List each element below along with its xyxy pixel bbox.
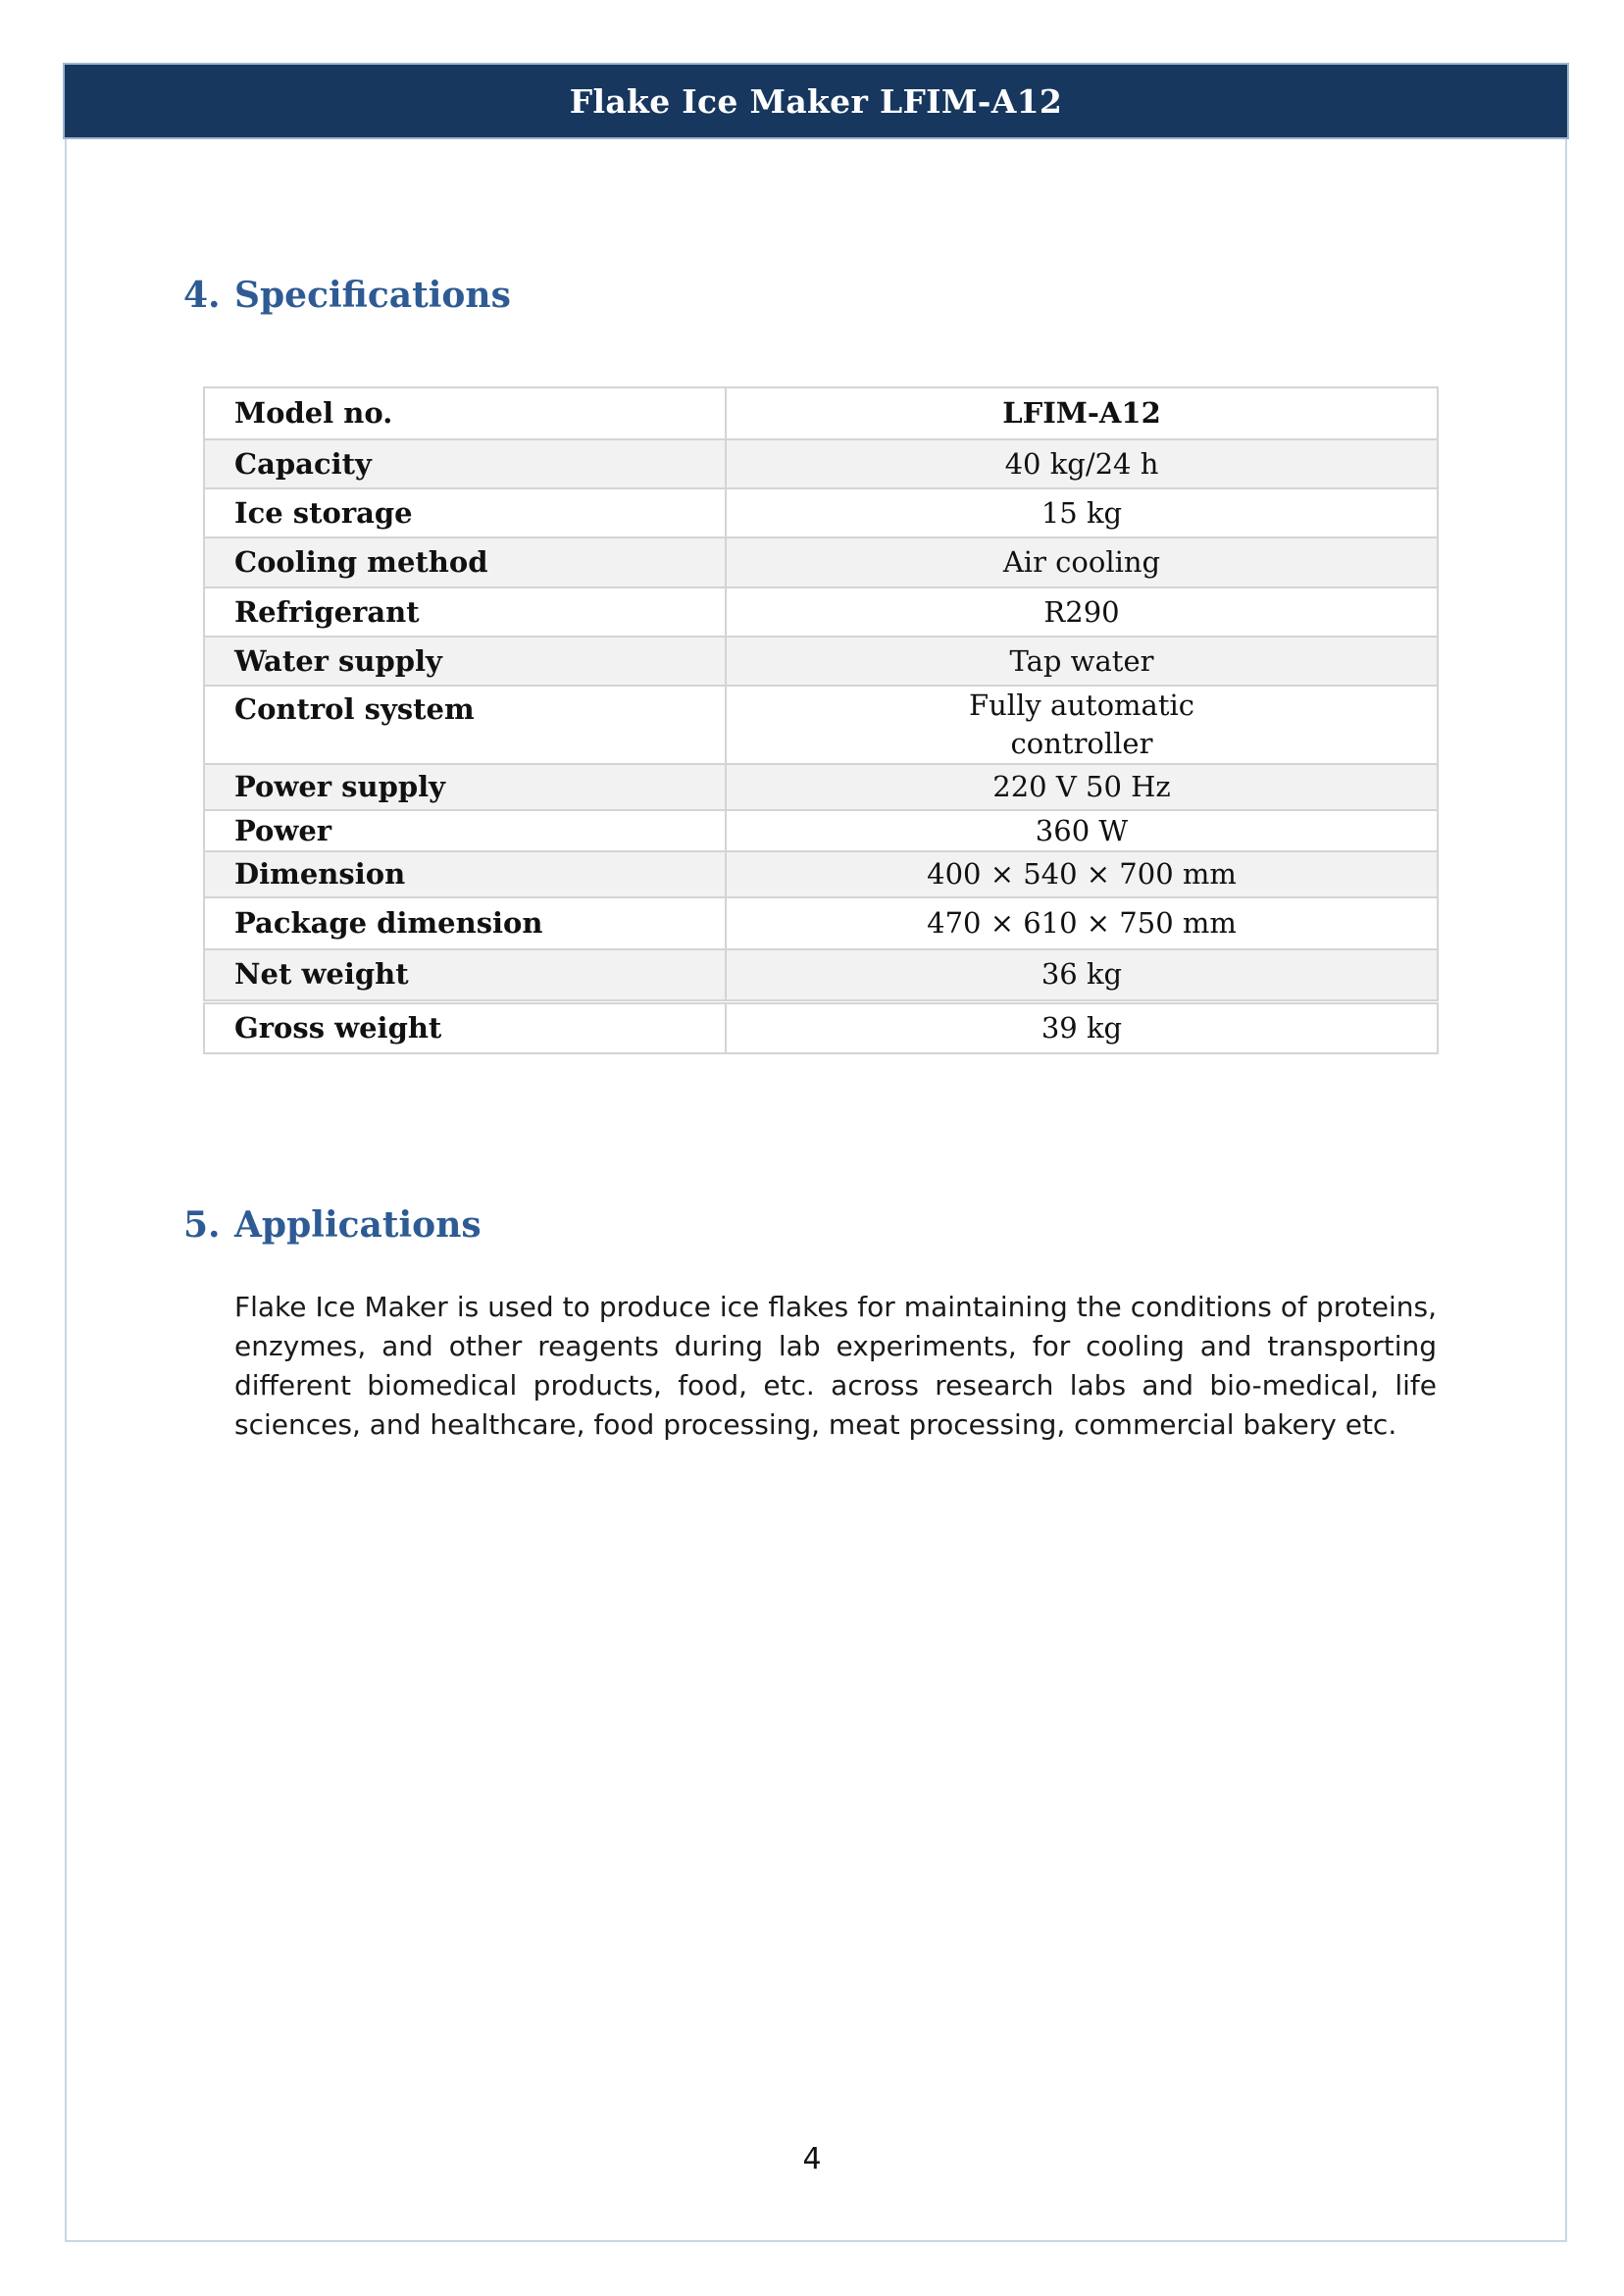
spec-value: 470 × 610 × 750 mm bbox=[726, 897, 1438, 949]
table-row bbox=[204, 949, 1438, 1001]
spec-label: Control system bbox=[204, 686, 726, 764]
specifications-heading bbox=[183, 275, 511, 316]
spec-label: Dimension bbox=[204, 851, 726, 897]
table-row bbox=[204, 686, 1438, 764]
spec-label: Gross weight bbox=[204, 1001, 726, 1053]
table-row bbox=[204, 587, 1438, 637]
table-row bbox=[204, 439, 1438, 488]
spec-value: 40 kg/24 h bbox=[726, 439, 1438, 488]
spec-value: 39 kg bbox=[726, 1001, 1438, 1053]
section-number: 4. bbox=[183, 275, 221, 316]
spec-label: Net weight bbox=[204, 949, 726, 1001]
section-title: Specifications bbox=[234, 275, 511, 316]
table-row bbox=[204, 387, 1438, 439]
spec-value: 36 kg bbox=[726, 949, 1438, 1001]
table-row bbox=[204, 488, 1438, 537]
spec-label: Package dimension bbox=[204, 897, 726, 949]
table-row bbox=[204, 851, 1438, 897]
section-title: Applications bbox=[234, 1204, 482, 1246]
spec-value-line: controller bbox=[1010, 727, 1153, 760]
spec-label: Power supply bbox=[204, 764, 726, 810]
table-row bbox=[204, 764, 1438, 810]
section-number: 5. bbox=[183, 1204, 221, 1246]
spec-label: Refrigerant bbox=[204, 587, 726, 637]
table-row bbox=[204, 810, 1438, 851]
spec-value-line: Fully automatic bbox=[969, 689, 1194, 722]
table-row bbox=[204, 1001, 1438, 1053]
spec-value: 15 kg bbox=[726, 488, 1438, 537]
specifications-table bbox=[203, 386, 1439, 1054]
header-bar bbox=[63, 63, 1569, 139]
spec-value: 360 W bbox=[726, 810, 1438, 851]
table-row bbox=[204, 537, 1438, 587]
spec-label: Ice storage bbox=[204, 488, 726, 537]
table-row bbox=[204, 897, 1438, 949]
spec-label: Cooling method bbox=[204, 537, 726, 587]
table-row bbox=[204, 637, 1438, 686]
spec-value: R290 bbox=[726, 587, 1438, 637]
spec-value: Air cooling bbox=[726, 537, 1438, 587]
spec-label: Water supply bbox=[204, 637, 726, 686]
page-number: 4 bbox=[802, 2142, 822, 2176]
spec-value: LFIM-A12 bbox=[726, 387, 1438, 439]
applications-heading bbox=[183, 1204, 482, 1246]
spec-value: 220 V 50 Hz bbox=[726, 764, 1438, 810]
spec-label: Power bbox=[204, 810, 726, 851]
applications-paragraph: Flake Ice Maker is used to produce ice flakes for maintaining the conditions of proteins, enzymes, and other reagents during lab experiments, for cooling and transporting different biomedical products, food, etc. across research labs and bio-medical, life sciences, and healthcare, food processing, meat processing, commercial bakery etc. bbox=[234, 1291, 1437, 1441]
spec-value bbox=[726, 686, 1438, 764]
spec-label: Model no. bbox=[204, 387, 726, 439]
spec-label: Capacity bbox=[204, 439, 726, 488]
spec-value: Tap water bbox=[726, 637, 1438, 686]
spec-value: 400 × 540 × 700 mm bbox=[726, 851, 1438, 897]
document-title: Flake Ice Maker LFIM-A12 bbox=[569, 81, 1063, 121]
